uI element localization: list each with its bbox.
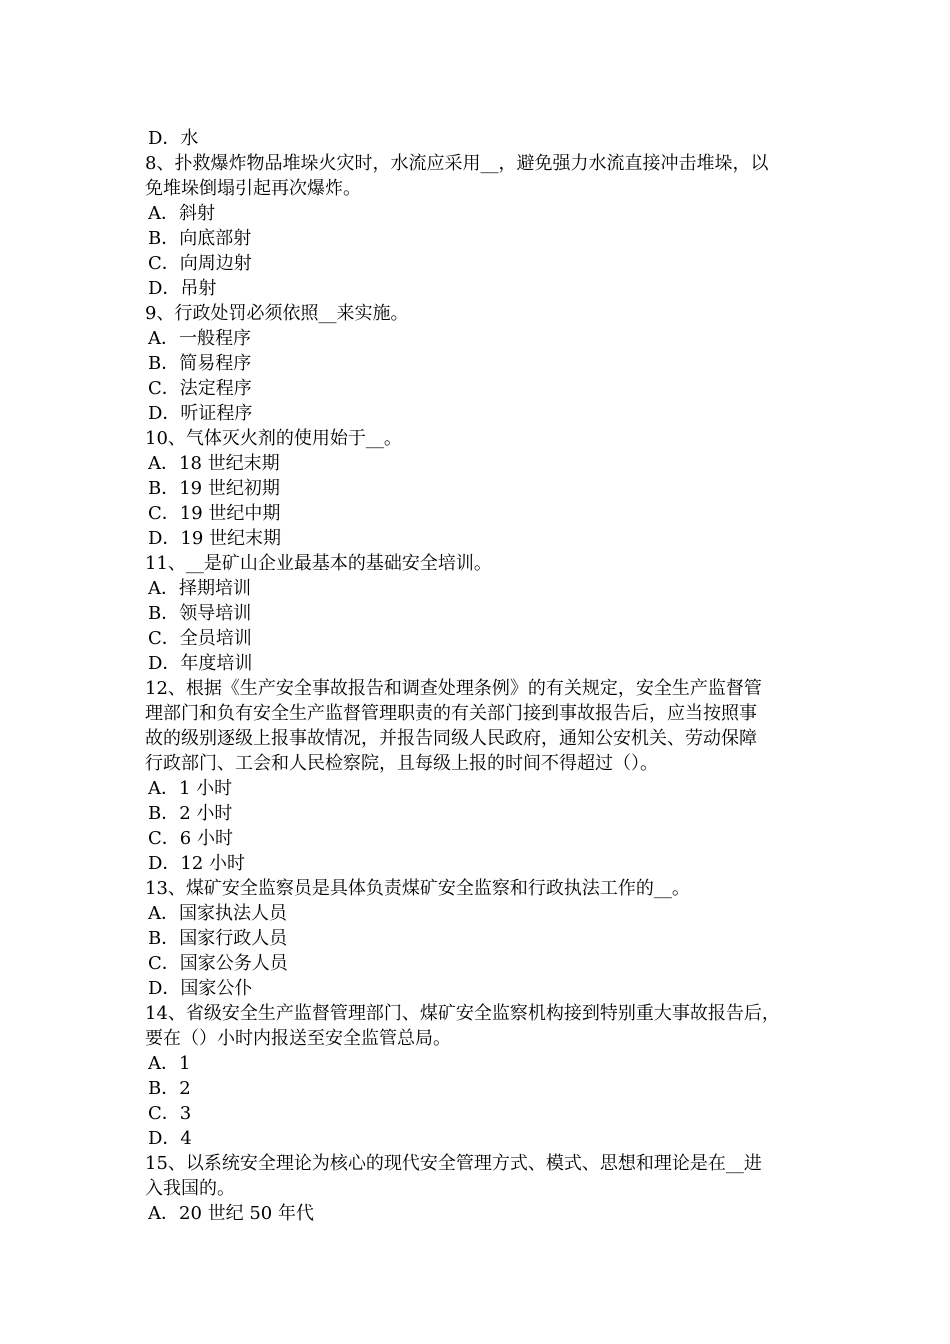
answer-option: A．国家执法人员 bbox=[148, 903, 287, 924]
answer-option: A．1 小时 bbox=[148, 778, 233, 799]
question-list bbox=[145, 126, 815, 1226]
answer-option: C．国家公务人员 bbox=[148, 953, 288, 974]
question-text: 9、行政处罚必须依照__来实施。 bbox=[145, 303, 409, 324]
question-text: 15、以系统安全理论为核心的现代安全管理方式、模式、思想和理论是在__进 bbox=[145, 1153, 762, 1174]
answer-option: D．4 bbox=[148, 1128, 192, 1149]
question-text: 要在（）小时内报送至安全监管总局。 bbox=[145, 1028, 451, 1049]
question-text: 故的级别逐级上报事故情况，并报告同级人民政府，通知公安机关、劳动保障 bbox=[145, 728, 757, 749]
question-text: 入我国的。 bbox=[145, 1178, 235, 1199]
answer-option: A．一般程序 bbox=[148, 328, 251, 349]
question-text: 14、省级安全生产监督管理部门、煤矿安全监察机构接到特别重大事故报告后， bbox=[145, 1003, 780, 1024]
answer-option: A．斜射 bbox=[148, 203, 215, 224]
answer-option: B．领导培训 bbox=[148, 603, 252, 624]
answer-option: A．20 世纪 50 年代 bbox=[148, 1203, 314, 1224]
answer-option: D．国家公仆 bbox=[148, 978, 253, 999]
question-text: 12、根据《生产安全事故报告和调查处理条例》的有关规定，安全生产监督管 bbox=[145, 678, 762, 699]
answer-option: B．2 小时 bbox=[148, 803, 233, 824]
answer-option: B．国家行政人员 bbox=[148, 928, 288, 949]
answer-option: C．向周边射 bbox=[148, 253, 252, 274]
answer-option: D．听证程序 bbox=[148, 403, 253, 424]
question-text: 行政部门、工会和人民检察院，且每级上报的时间不得超过（）。 bbox=[145, 753, 658, 774]
question-text: 8、扑救爆炸物品堆垛火灾时，水流应采用__，避免强力水流直接冲击堆垛，以 bbox=[145, 153, 769, 174]
answer-option: D．12 小时 bbox=[148, 853, 246, 874]
answer-option: D．19 世纪末期 bbox=[148, 528, 282, 549]
question-text: 13、煤矿安全监察员是具体负责煤矿安全监察和行政执法工作的__。 bbox=[145, 878, 690, 899]
answer-option: A．18 世纪末期 bbox=[148, 453, 280, 474]
question-text: 理部门和负有安全生产监督管理职责的有关部门接到事故报告后，应当按照事 bbox=[145, 703, 757, 724]
answer-option: D．吊射 bbox=[148, 278, 217, 299]
answer-option: C．全员培训 bbox=[148, 628, 252, 649]
answer-option: C．3 bbox=[148, 1103, 192, 1124]
question-text: 11、__是矿山企业最基本的基础安全培训。 bbox=[145, 553, 492, 574]
question-text: 免堆垛倒塌引起再次爆炸。 bbox=[145, 178, 361, 199]
answer-option: D．年度培训 bbox=[148, 653, 253, 674]
answer-option: A．择期培训 bbox=[148, 578, 251, 599]
question-text: 10、气体灭火剂的使用始于__。 bbox=[145, 428, 402, 449]
answer-option: C．19 世纪中期 bbox=[148, 503, 281, 524]
answer-option: C．6 小时 bbox=[148, 828, 233, 849]
answer-option: B．19 世纪初期 bbox=[148, 478, 280, 499]
answer-option: D．水 bbox=[148, 128, 199, 149]
answer-option: C．法定程序 bbox=[148, 378, 252, 399]
answer-option: B．简易程序 bbox=[148, 353, 252, 374]
answer-option: A．1 bbox=[148, 1053, 191, 1074]
answer-option: B．向底部射 bbox=[148, 228, 252, 249]
answer-option: B．2 bbox=[148, 1078, 191, 1099]
